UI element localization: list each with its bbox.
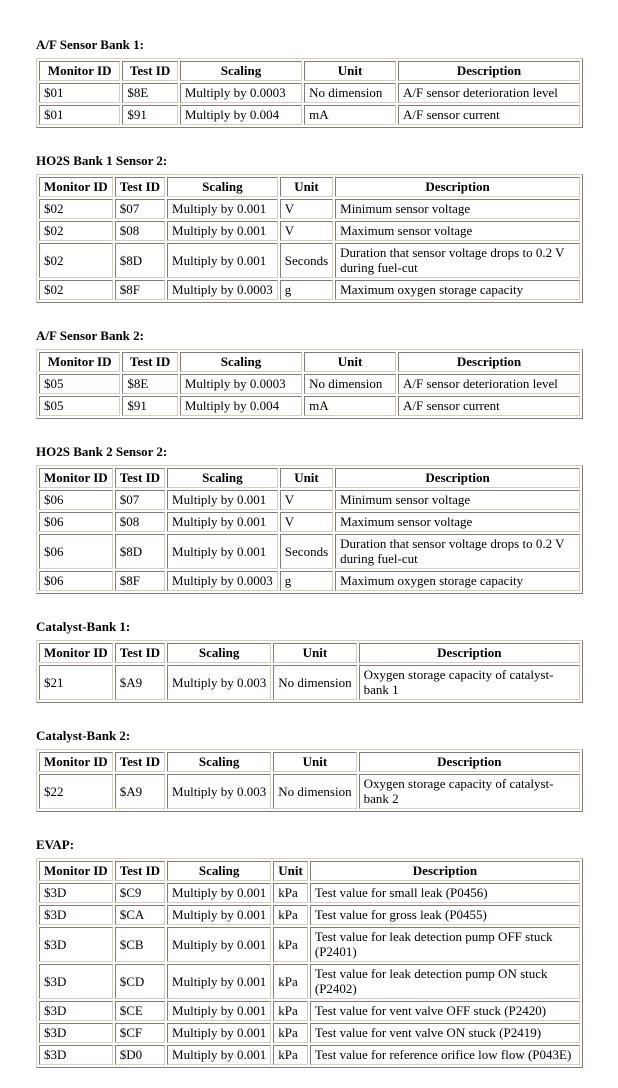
table-cell: Multiply by 0.001 bbox=[167, 243, 278, 278]
table-cell: $06 bbox=[39, 512, 113, 532]
column-header: Test ID bbox=[115, 643, 165, 663]
column-header: Scaling bbox=[167, 861, 271, 881]
table-cell: Multiply by 0.004 bbox=[180, 105, 302, 125]
table-cell: mA bbox=[304, 105, 396, 125]
column-header: Monitor ID bbox=[39, 861, 113, 881]
table-cell: $02 bbox=[39, 221, 113, 241]
table-cell: Multiply by 0.001 bbox=[167, 1045, 271, 1065]
table-cell: Maximum sensor voltage bbox=[335, 512, 580, 532]
table-cell: Oxygen storage capacity of catalyst-bank 2 bbox=[359, 774, 580, 809]
table-cell: Multiply by 0.001 bbox=[167, 512, 278, 532]
table-cell: No dimension bbox=[273, 774, 356, 809]
monitor-test-table bbox=[36, 640, 583, 703]
column-header: Unit bbox=[273, 861, 308, 881]
table-cell: $02 bbox=[39, 199, 113, 219]
table-cell: $08 bbox=[115, 221, 165, 241]
table-row bbox=[39, 905, 580, 925]
table-cell: $01 bbox=[39, 105, 120, 125]
table-cell: $91 bbox=[122, 105, 178, 125]
table-cell: $22 bbox=[39, 774, 113, 809]
table-cell: $05 bbox=[39, 396, 120, 416]
table-section bbox=[36, 444, 583, 594]
table-cell: Multiply by 0.003 bbox=[167, 665, 271, 700]
table-row bbox=[39, 221, 580, 241]
table-cell: $01 bbox=[39, 83, 120, 103]
table-section bbox=[36, 153, 583, 303]
table-row bbox=[39, 243, 580, 278]
table-row bbox=[39, 883, 580, 903]
table-cell: $07 bbox=[115, 490, 165, 510]
column-header: Unit bbox=[273, 643, 356, 663]
table-cell: V bbox=[280, 490, 333, 510]
table-cell: $8D bbox=[115, 534, 165, 569]
column-header: Test ID bbox=[122, 61, 178, 81]
monitor-test-table bbox=[36, 349, 583, 419]
header-row bbox=[39, 468, 580, 488]
table-row bbox=[39, 396, 580, 416]
table-cell: $08 bbox=[115, 512, 165, 532]
header-row bbox=[39, 752, 580, 772]
table-row bbox=[39, 927, 580, 962]
section-title: HO2S Bank 2 Sensor 2: bbox=[36, 444, 168, 459]
table-cell: V bbox=[280, 199, 333, 219]
section-title: EVAP: bbox=[36, 837, 75, 852]
table-cell: g bbox=[280, 571, 333, 591]
column-header: Description bbox=[398, 61, 580, 81]
table-cell: Multiply by 0.001 bbox=[167, 1001, 271, 1021]
table-cell: Minimum sensor voltage bbox=[335, 199, 580, 219]
table-cell: $3D bbox=[39, 905, 113, 925]
table-section bbox=[36, 328, 583, 419]
header-row bbox=[39, 61, 580, 81]
section-title: Catalyst-Bank 1: bbox=[36, 619, 131, 634]
table-section bbox=[36, 837, 583, 1068]
table-cell: No dimension bbox=[304, 374, 396, 394]
header-row bbox=[39, 177, 580, 197]
column-header: Monitor ID bbox=[39, 177, 113, 197]
column-header: Scaling bbox=[167, 752, 271, 772]
table-row bbox=[39, 280, 580, 300]
table-section bbox=[36, 728, 583, 812]
table-cell: Test value for vent valve OFF stuck (P2420) bbox=[310, 1001, 580, 1021]
table-cell: A/F sensor current bbox=[398, 396, 580, 416]
monitor-test-table bbox=[36, 749, 583, 812]
table-cell: $CB bbox=[115, 927, 165, 962]
table-row bbox=[39, 374, 580, 394]
table-cell: $8D bbox=[115, 243, 165, 278]
table-cell: $3D bbox=[39, 883, 113, 903]
column-header: Unit bbox=[304, 61, 396, 81]
table-row bbox=[39, 1045, 580, 1065]
table-cell: $C9 bbox=[115, 883, 165, 903]
table-cell: No dimension bbox=[273, 665, 356, 700]
table-row bbox=[39, 571, 580, 591]
table-cell: Multiply by 0.001 bbox=[167, 534, 278, 569]
table-row bbox=[39, 83, 580, 103]
column-header: Test ID bbox=[115, 752, 165, 772]
column-header: Monitor ID bbox=[39, 468, 113, 488]
table-cell: Multiply by 0.001 bbox=[167, 199, 278, 219]
table-cell: $3D bbox=[39, 964, 113, 999]
column-header: Monitor ID bbox=[39, 643, 113, 663]
table-cell: $3D bbox=[39, 927, 113, 962]
table-cell: Minimum sensor voltage bbox=[335, 490, 580, 510]
table-section bbox=[36, 619, 583, 703]
section-title: A/F Sensor Bank 2: bbox=[36, 328, 144, 343]
table-cell: $07 bbox=[115, 199, 165, 219]
table-cell: Seconds bbox=[280, 534, 333, 569]
table-cell: $CF bbox=[115, 1023, 165, 1043]
column-header: Scaling bbox=[180, 61, 302, 81]
table-cell: mA bbox=[304, 396, 396, 416]
column-header: Description bbox=[398, 352, 580, 372]
table-cell: $CD bbox=[115, 964, 165, 999]
sections-container bbox=[36, 37, 583, 1068]
table-cell: kPa bbox=[273, 927, 308, 962]
table-cell: $8F bbox=[115, 280, 165, 300]
column-header: Description bbox=[359, 752, 580, 772]
table-cell: A/F sensor deterioration level bbox=[398, 83, 580, 103]
column-header: Description bbox=[310, 861, 580, 881]
column-header: Unit bbox=[280, 177, 333, 197]
table-cell: Test value for vent valve ON stuck (P2419) bbox=[310, 1023, 580, 1043]
table-cell: Multiply by 0.0003 bbox=[167, 571, 278, 591]
table-row bbox=[39, 665, 580, 700]
table-cell: kPa bbox=[273, 1023, 308, 1043]
table-row bbox=[39, 534, 580, 569]
table-cell: Test value for leak detection pump ON stuck (P2402) bbox=[310, 964, 580, 999]
table-cell: Oxygen storage capacity of catalyst-bank 1 bbox=[359, 665, 580, 700]
table-cell: $06 bbox=[39, 571, 113, 591]
table-cell: g bbox=[280, 280, 333, 300]
table-cell: $A9 bbox=[115, 774, 165, 809]
table-row bbox=[39, 512, 580, 532]
table-cell: kPa bbox=[273, 1045, 308, 1065]
column-header: Monitor ID bbox=[39, 61, 120, 81]
table-cell: Multiply by 0.001 bbox=[167, 221, 278, 241]
table-cell: Test value for gross leak (P0455) bbox=[310, 905, 580, 925]
table-cell: $8E bbox=[122, 374, 178, 394]
table-cell: Multiply by 0.001 bbox=[167, 905, 271, 925]
table-cell: kPa bbox=[273, 1001, 308, 1021]
table-cell: $CE bbox=[115, 1001, 165, 1021]
table-cell: A/F sensor current bbox=[398, 105, 580, 125]
table-row bbox=[39, 105, 580, 125]
monitor-test-table bbox=[36, 58, 583, 128]
table-cell: Multiply by 0.001 bbox=[167, 964, 271, 999]
monitor-test-table bbox=[36, 174, 583, 303]
column-header: Test ID bbox=[115, 468, 165, 488]
column-header: Description bbox=[335, 468, 580, 488]
column-header: Test ID bbox=[115, 861, 165, 881]
table-cell: Duration that sensor voltage drops to 0.2 V during fuel-cut bbox=[335, 534, 580, 569]
table-cell: $CA bbox=[115, 905, 165, 925]
section-title: A/F Sensor Bank 1: bbox=[36, 37, 144, 52]
table-cell: $02 bbox=[39, 243, 113, 278]
column-header: Unit bbox=[273, 752, 356, 772]
table-cell: $91 bbox=[122, 396, 178, 416]
table-row bbox=[39, 1001, 580, 1021]
table-cell: $8F bbox=[115, 571, 165, 591]
table-cell: Multiply by 0.001 bbox=[167, 883, 271, 903]
column-header: Test ID bbox=[115, 177, 165, 197]
table-cell: $06 bbox=[39, 490, 113, 510]
table-cell: Multiply by 0.004 bbox=[180, 396, 302, 416]
column-header: Scaling bbox=[167, 468, 278, 488]
table-cell: Multiply by 0.001 bbox=[167, 1023, 271, 1043]
table-cell: A/F sensor deterioration level bbox=[398, 374, 580, 394]
column-header: Description bbox=[359, 643, 580, 663]
table-row bbox=[39, 774, 580, 809]
table-row bbox=[39, 964, 580, 999]
table-cell: Maximum oxygen storage capacity bbox=[335, 280, 580, 300]
column-header: Scaling bbox=[167, 177, 278, 197]
column-header: Description bbox=[335, 177, 580, 197]
table-cell: Test value for reference orifice low flow (P043E) bbox=[310, 1045, 580, 1065]
table-cell: No dimension bbox=[304, 83, 396, 103]
table-cell: Duration that sensor voltage drops to 0.2 V during fuel-cut bbox=[335, 243, 580, 278]
table-cell: Multiply by 0.003 bbox=[167, 774, 271, 809]
table-cell: $8E bbox=[122, 83, 178, 103]
table-cell: $D0 bbox=[115, 1045, 165, 1065]
table-row bbox=[39, 1023, 580, 1043]
header-row bbox=[39, 861, 580, 881]
table-cell: kPa bbox=[273, 883, 308, 903]
table-cell: kPa bbox=[273, 964, 308, 999]
column-header: Scaling bbox=[167, 643, 271, 663]
column-header: Test ID bbox=[122, 352, 178, 372]
table-cell: kPa bbox=[273, 905, 308, 925]
table-cell: $3D bbox=[39, 1045, 113, 1065]
table-cell: Test value for leak detection pump OFF stuck (P2401) bbox=[310, 927, 580, 962]
table-cell: Multiply by 0.001 bbox=[167, 490, 278, 510]
table-cell: Multiply by 0.001 bbox=[167, 927, 271, 962]
table-row bbox=[39, 490, 580, 510]
table-cell: Maximum sensor voltage bbox=[335, 221, 580, 241]
table-cell: $21 bbox=[39, 665, 113, 700]
section-title: HO2S Bank 1 Sensor 2: bbox=[36, 153, 168, 168]
table-cell: $05 bbox=[39, 374, 120, 394]
table-cell: Seconds bbox=[280, 243, 333, 278]
header-row bbox=[39, 643, 580, 663]
table-cell: $3D bbox=[39, 1023, 113, 1043]
column-header: Monitor ID bbox=[39, 752, 113, 772]
table-row bbox=[39, 199, 580, 219]
table-cell: V bbox=[280, 221, 333, 241]
table-cell: $06 bbox=[39, 534, 113, 569]
table-cell: $3D bbox=[39, 1001, 113, 1021]
table-cell: Multiply by 0.0003 bbox=[180, 374, 302, 394]
monitor-test-table bbox=[36, 858, 583, 1068]
column-header: Scaling bbox=[180, 352, 302, 372]
column-header: Monitor ID bbox=[39, 352, 120, 372]
table-cell: Multiply by 0.0003 bbox=[167, 280, 278, 300]
header-row bbox=[39, 352, 580, 372]
column-header: Unit bbox=[280, 468, 333, 488]
table-cell: Multiply by 0.0003 bbox=[180, 83, 302, 103]
monitor-test-table bbox=[36, 465, 583, 594]
table-cell: $02 bbox=[39, 280, 113, 300]
table-cell: Maximum oxygen storage capacity bbox=[335, 571, 580, 591]
table-cell: $A9 bbox=[115, 665, 165, 700]
table-cell: Test value for small leak (P0456) bbox=[310, 883, 580, 903]
section-title: Catalyst-Bank 2: bbox=[36, 728, 131, 743]
table-section bbox=[36, 37, 583, 128]
table-cell: V bbox=[280, 512, 333, 532]
column-header: Unit bbox=[304, 352, 396, 372]
